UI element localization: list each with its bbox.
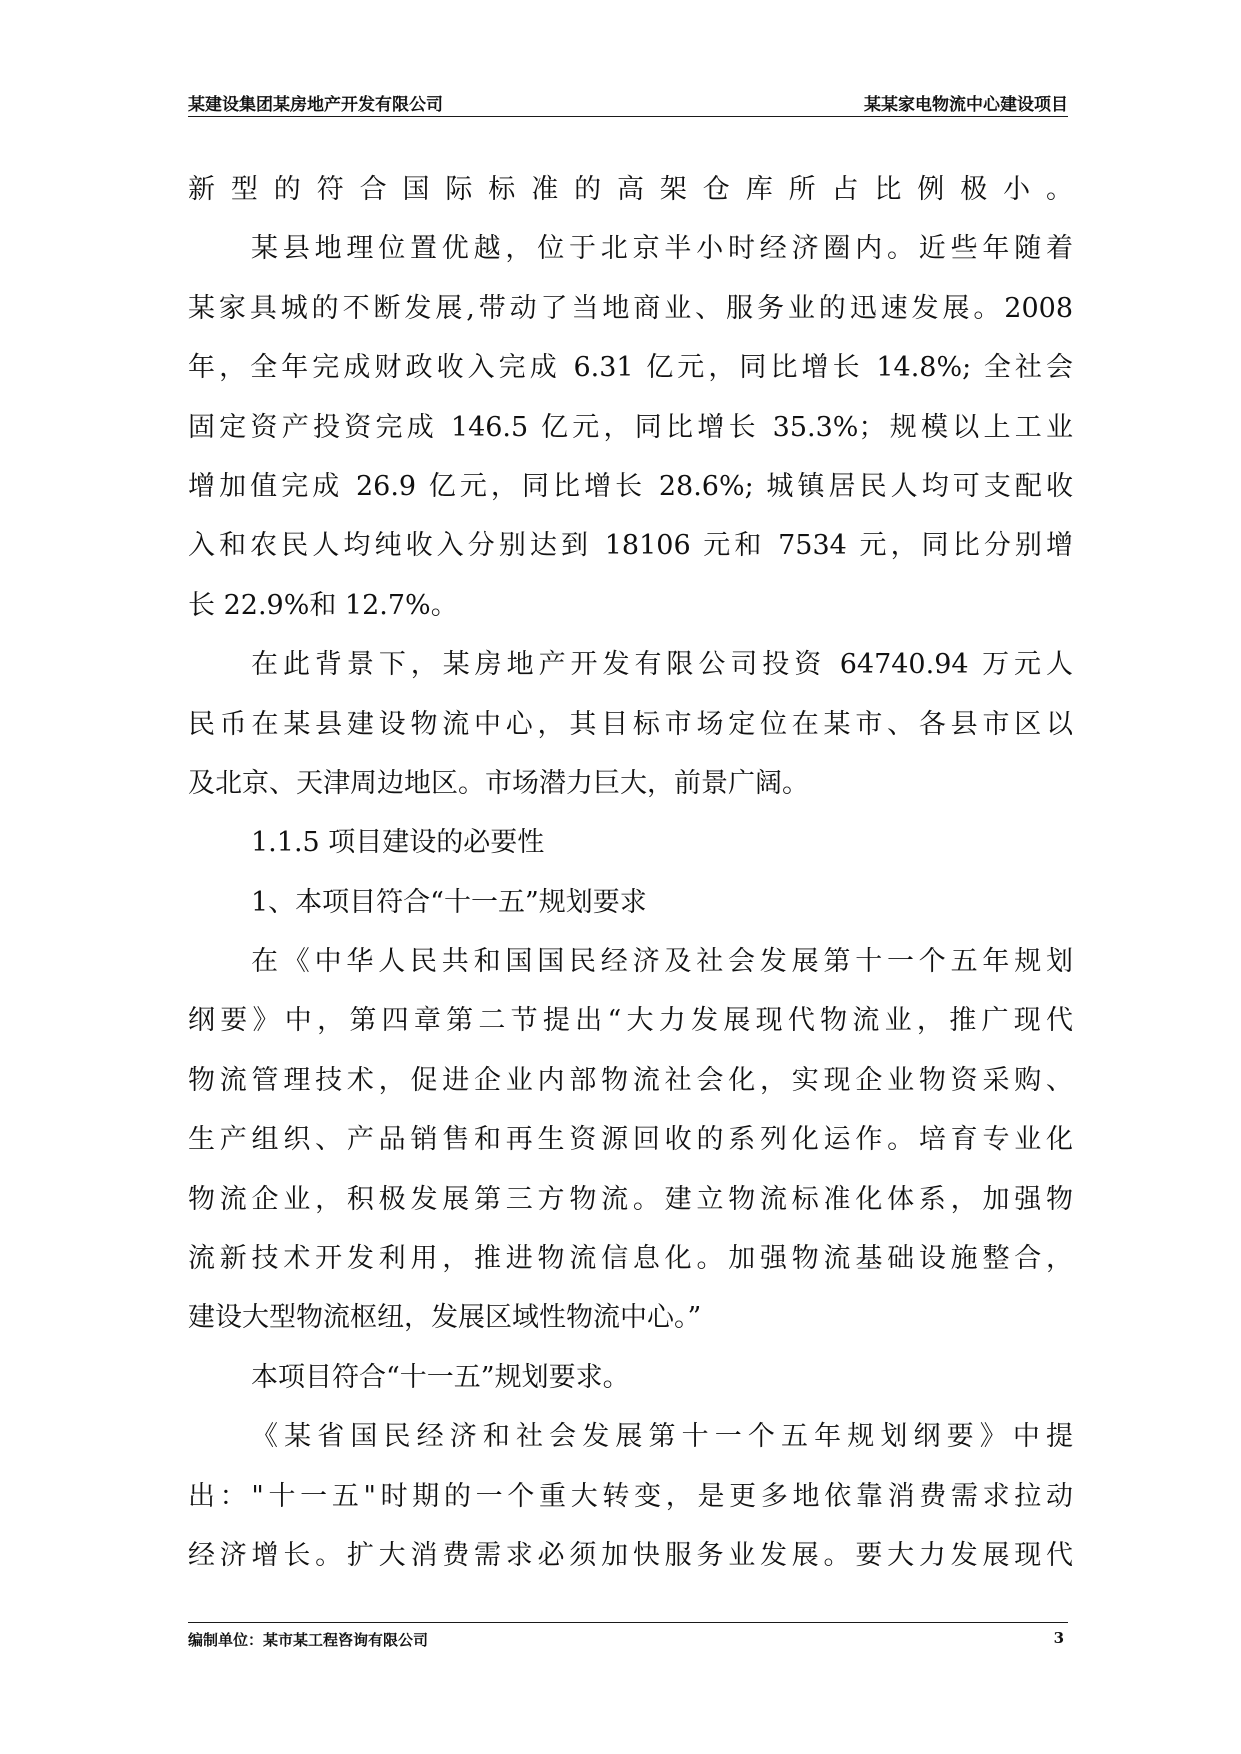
page-number: 3 bbox=[1053, 1629, 1064, 1647]
text-line: 流新技术开发利用，推进物流信息化。加强物流基础设施整合， bbox=[188, 1243, 1073, 1275]
subsection-heading: 1、本项目符合“十一五”规划要求 bbox=[251, 886, 647, 918]
text-line: 纲要》中，第四章第二节提出“大力发展现代物流业，推广现代 bbox=[188, 1005, 1073, 1037]
text-line: 增加值完成 26.9 亿元，同比增长 28.6%; 城镇居民人均可支配收 bbox=[188, 470, 1073, 502]
text-line: 本项目符合“十一五”规划要求。 bbox=[251, 1361, 630, 1393]
text-line: 在《中华人民共和国国民经济及社会发展第十一个五年规划 bbox=[251, 946, 1073, 978]
text-line: 出："十一五"时期的一个重大转变，是更多地依靠消费需求拉动 bbox=[188, 1480, 1073, 1512]
page-header bbox=[188, 86, 1068, 117]
text-line: 在此背景下，某房地产开发有限公司投资 64740.94 万元人 bbox=[251, 649, 1073, 681]
body-text bbox=[188, 160, 1073, 1585]
text-line: 建设大型物流枢纽，发展区域性物流中心。” bbox=[188, 1302, 702, 1334]
text-line: 物流企业，积极发展第三方物流。建立物流标准化体系，加强物 bbox=[188, 1183, 1073, 1215]
text-line: 某家具城的不断发展,带动了当地商业、服务业的迅速发展。2008 bbox=[188, 292, 1073, 324]
header-project: 某某家电物流中心建设项目 bbox=[864, 95, 1068, 115]
footer-compiler: 编制单位：某市某工程咨询有限公司 bbox=[188, 1631, 429, 1649]
text-line: 经济增长。扩大消费需求必须加快服务业发展。要大力发展现代 bbox=[188, 1539, 1073, 1571]
section-heading: 1.1.5 项目建设的必要性 bbox=[251, 827, 545, 859]
text-line: 《某省国民经济和社会发展第十一个五年规划纲要》中提 bbox=[251, 1421, 1073, 1453]
text-line: 固定资产投资完成 146.5 亿元，同比增长 35.3%；规模以上工业 bbox=[188, 411, 1073, 443]
text-line: 物流管理技术，促进企业内部物流社会化，实现企业物资采购、 bbox=[188, 1064, 1073, 1096]
text-line: 年，全年完成财政收入完成 6.31 亿元，同比增长 14.8%; 全社会 bbox=[188, 352, 1073, 384]
text-line: 新型的符合国际标准的高架仓库所占比例极小。 bbox=[188, 174, 1073, 205]
text-line: 入和农民人均纯收入分别达到 18106 元和 7534 元，同比分别增 bbox=[188, 530, 1073, 562]
header-company: 某建设集团某房地产开发有限公司 bbox=[188, 95, 443, 115]
text-line: 生产组织、产品销售和再生资源回收的系列化运作。培育专业化 bbox=[188, 1124, 1073, 1156]
text-line: 某县地理位置优越，位于北京半小时经济圈内。近些年随着 bbox=[251, 233, 1073, 265]
text-line: 长 22.9%和 12.7%。 bbox=[188, 589, 458, 621]
text-line: 及北京、天津周边地区。市场潜力巨大，前景广阔。 bbox=[188, 767, 809, 799]
text-line: 民币在某县建设物流中心，其目标市场定位在某市、各县市区以 bbox=[188, 708, 1073, 740]
page-footer bbox=[188, 1622, 1068, 1653]
